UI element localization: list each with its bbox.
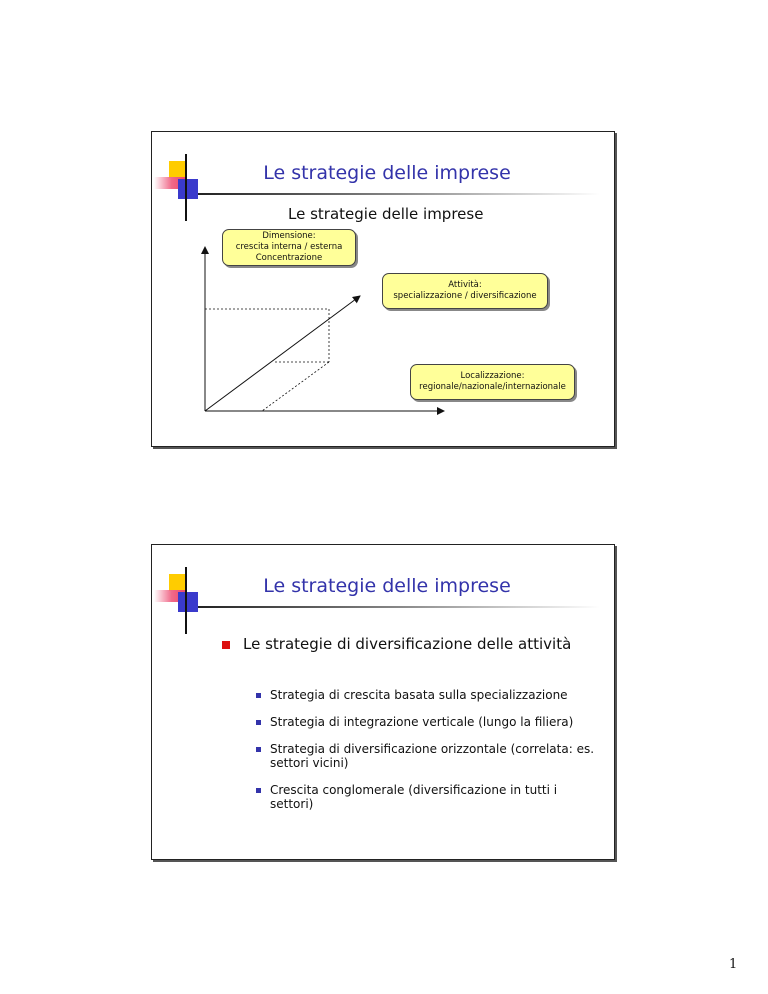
main-bullet-text: Le strategie di diversificazione delle attività: [243, 635, 572, 653]
projection-lines: [205, 309, 329, 411]
growth-arrow: [205, 296, 360, 411]
slide-decoration-icon: [152, 545, 212, 605]
slide-1-subtitle: Le strategie delle imprese: [288, 205, 484, 223]
slide-2: Le strategie delle imprese Le strategie di diversificazione delle attività Strategia di crescita basata sulla specializzazione Strategia di integrazione verticale (lungo la filiera) Strategia di diversificazione orizzontale (correlata: es. settori vicini) Crescita conglomerale (diversificazione in tutti i settori): [151, 544, 615, 860]
blue-bullet-icon: [256, 788, 261, 793]
page-number: 1: [729, 957, 738, 972]
attivita-box: Attività: specializzazione / diversificazione: [382, 273, 548, 309]
title-underline: [198, 606, 600, 608]
red-bullet-icon: [222, 641, 230, 649]
dimensione-box: Dimensione: crescita interna / esterna Concentrazione: [222, 229, 356, 266]
slide-1: [151, 131, 615, 447]
slide-1-title: Le strategie delle imprese: [263, 162, 511, 184]
blue-bullet-icon: [256, 720, 261, 725]
localizzazione-box: Localizzazione: regionale/nazionale/internazionale: [410, 364, 575, 400]
blue-bullet-icon: [256, 693, 261, 698]
blue-bullet-icon: [256, 747, 261, 752]
slide-2-title: Le strategie delle imprese: [263, 575, 511, 597]
